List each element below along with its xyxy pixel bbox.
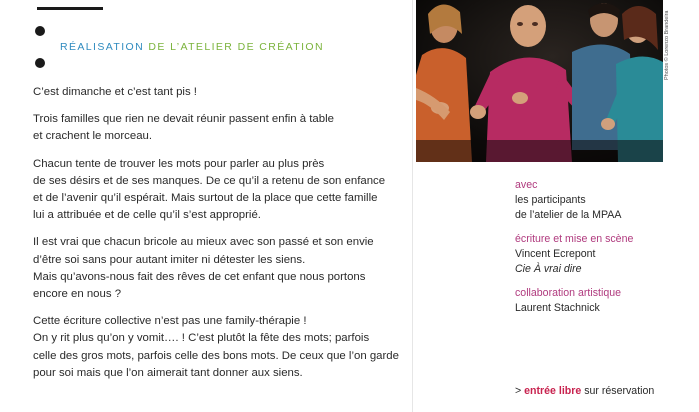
performance-photo	[416, 0, 663, 162]
text-line: Chacun tente de trouver les mots pour parler au plus près	[33, 157, 325, 170]
text-line: encore en nous ?	[33, 288, 122, 301]
credit-collaboration	[515, 286, 690, 316]
body-text	[33, 84, 403, 392]
credit-company: Cie À vrai dire	[515, 263, 582, 275]
paragraph	[33, 313, 403, 382]
paragraph	[33, 234, 403, 303]
paragraph	[33, 156, 403, 225]
credit-label: écriture et mise en scène	[515, 233, 634, 245]
section-heading	[60, 41, 324, 53]
text-line: et de l’avenir qu’il espérait. Mais surtout de la place que cette famille	[33, 192, 378, 205]
free-entry-notice	[515, 385, 654, 397]
credit-label: avec	[515, 179, 538, 191]
credit-value: de l’atelier de la MPAA	[515, 209, 622, 221]
text-line: On y rit plus qu’on y vomit…. ! C’est plutôt la fête des mots; parfois	[33, 332, 370, 345]
credits-block	[515, 178, 690, 325]
top-rule-divider	[37, 7, 103, 10]
paragraph	[33, 111, 403, 145]
heading-part-realisation: RÉALISATION	[60, 41, 145, 53]
performers-illustration	[416, 0, 663, 162]
credit-label: collaboration artistique	[515, 287, 621, 299]
text-line: Cette écriture collective n’est pas une family-thérapie !	[33, 315, 307, 328]
chevron-right-icon: >	[515, 385, 522, 397]
text-line: pour soi mais que l’on aimerait tant donner aux siens.	[33, 366, 303, 379]
heading-part-atelier: DE L’ATELIER DE CRÉATION	[148, 41, 324, 53]
free-entry-label: entrée libre	[524, 385, 582, 397]
credit-ecriture	[515, 232, 690, 277]
bullet-dot-icon	[35, 58, 45, 68]
reservation-text: sur réservation	[581, 385, 655, 397]
text-line: Mais qu’avons-nous fait des rêves de cet enfant que nous portons	[33, 270, 366, 283]
credit-avec	[515, 178, 690, 223]
column-divider	[412, 0, 413, 412]
credit-value: Laurent Stachnick	[515, 302, 600, 314]
text-line: Il est vrai que chacun bricole au mieux avec son passé et son envie	[33, 236, 374, 249]
photo-credit: Photos © Lorenzo Brandeira	[664, 10, 670, 80]
text-line: et crachent le morceau.	[33, 130, 153, 143]
text-line: lui a attribuée et de celle qu’il s’est approprié.	[33, 209, 261, 222]
credit-value: les participants	[515, 194, 586, 206]
text-line: celle des gros mots, parfois celle des bons mots. De ceux que l’on garde	[33, 349, 399, 362]
text-line: d’être soi sans pour autant imiter ni détester les siens.	[33, 253, 306, 266]
paragraph	[33, 84, 403, 101]
bullet-dot-icon	[35, 26, 45, 36]
text-line: C’est dimanche et c’est tant pis !	[33, 86, 197, 98]
credit-value: Vincent Ecrepont	[515, 248, 596, 260]
text-line: Trois familles que rien ne devait réunir passent enfin à table	[33, 113, 334, 126]
text-line: de ses désirs et de ses manques. De ce qu’il a retenu de son enfance	[33, 174, 386, 187]
